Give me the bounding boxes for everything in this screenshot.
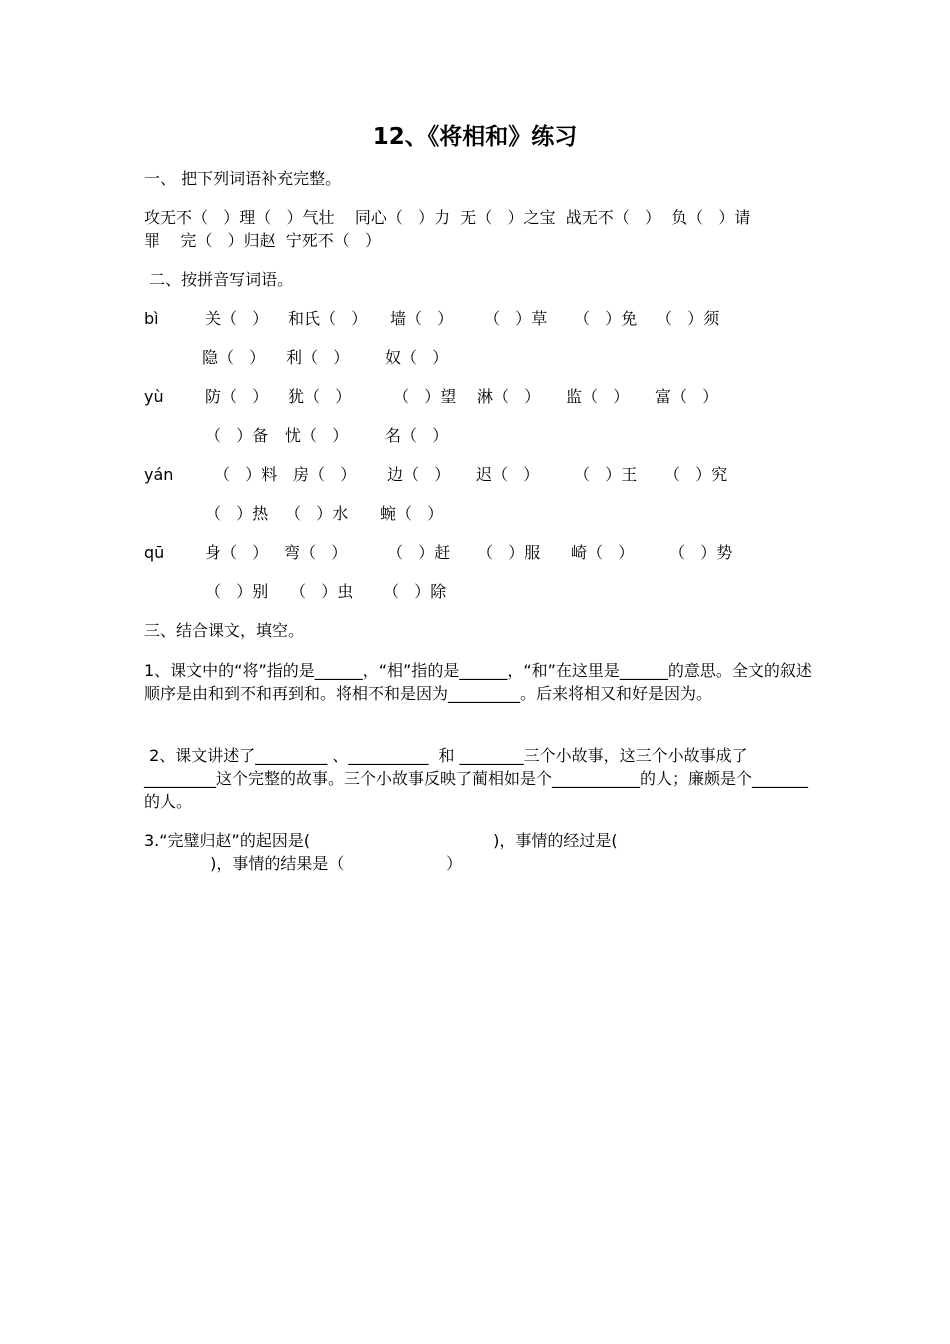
- yu-item-8: 忧（ ）: [285, 426, 349, 445]
- bi-item-2: 和氏（ ）: [288, 309, 368, 328]
- qu-item-1: 身（ ）: [205, 543, 269, 562]
- pinyin-bi: bì: [144, 309, 159, 328]
- yan-item-9: 蜿（ ）: [380, 504, 444, 523]
- yu-item-5: 监（ ）: [566, 387, 630, 406]
- section1-line2: 罪 完（ ）归赵 宁死不（ ）: [144, 231, 382, 250]
- yan-item-3: 边（ ）: [387, 465, 451, 484]
- bi-item-1: 关（ ）: [205, 309, 269, 328]
- qu-item-5: 崎（ ）: [571, 543, 635, 562]
- bi-item-3: 墙（ ）: [390, 309, 454, 328]
- yan-item-5: （ ）王: [574, 465, 638, 484]
- yu-item-9: 名（ ）: [385, 426, 449, 445]
- bi-item-9: 奴（ ）: [385, 348, 449, 367]
- yan-item-2: 房（ ）: [293, 465, 357, 484]
- qu-item-2: 弯（ ）: [284, 543, 348, 562]
- yu-item-1: 防（ ）: [205, 387, 269, 406]
- yu-item-3: （ ）望: [393, 387, 457, 406]
- yu-item-4: 淋（ ）: [477, 387, 541, 406]
- qu-item-9: （ ）除: [383, 582, 447, 601]
- bi-item-5: （ ）免: [574, 309, 638, 328]
- yan-item-6: （ ）究: [664, 465, 728, 484]
- qu-item-6: （ ）势: [669, 543, 733, 562]
- section3-question-3-line2: )，事情的结果是（ ）: [144, 854, 463, 873]
- yan-item-7: （ ）热: [205, 504, 269, 523]
- section2-heading: 二、按拼音写词语。: [144, 270, 294, 289]
- section1-line1: 攻无不（ ）理（ ）气壮 同心（ ）力 无（ ）之宝 战无不（ ） 负（ ）请: [144, 208, 751, 227]
- bi-item-6: （ ）须: [656, 309, 720, 328]
- section3-question-1: 1、课文中的“将”指的是______，“相”指的是______，“和”在这里是______的意思。全文的叙述顺序是由和到不和再到和。将相不和是因为_________。后来将相又和好是因为。: [144, 661, 812, 703]
- qu-item-8: （ ）虫: [290, 582, 354, 601]
- section3-question-3-line1: 3.“完璧归赵”的起因是( )，事情的经过是(: [144, 831, 618, 850]
- yu-item-2: 犹（ ）: [288, 387, 352, 406]
- bi-item-7: 隐（ ）: [202, 348, 266, 367]
- pinyin-yan: yán: [144, 465, 174, 484]
- pinyin-yu: yù: [144, 387, 164, 406]
- bi-item-4: （ ）草: [484, 309, 548, 328]
- section1-heading: 一、 把下列词语补充完整。: [144, 169, 342, 188]
- worksheet-title: 12、《将相和》练习: [372, 124, 578, 150]
- yan-item-8: （ ）水: [285, 504, 349, 523]
- section3-question-2: 2、课文讲述了_________ 、__________ 和 ________三个小故事，这三个小故事成了_________这个完整的故事。三个小故事反映了蔺相如是个___________的人；廉颇是个_______的人。: [144, 746, 809, 811]
- yan-item-4: 迟（ ）: [476, 465, 540, 484]
- section3-heading: 三、结合课文，填空。: [144, 621, 305, 640]
- qu-item-4: （ ）服: [477, 543, 541, 562]
- qu-item-3: （ ）赶: [387, 543, 451, 562]
- pinyin-qu: qū: [144, 543, 165, 562]
- yu-item-6: 富（ ）: [655, 387, 719, 406]
- qu-item-7: （ ）别: [205, 582, 269, 601]
- bi-item-8: 利（ ）: [286, 348, 350, 367]
- yan-item-1: （ ）料: [214, 465, 278, 484]
- yu-item-7: （ ）备: [205, 426, 269, 445]
